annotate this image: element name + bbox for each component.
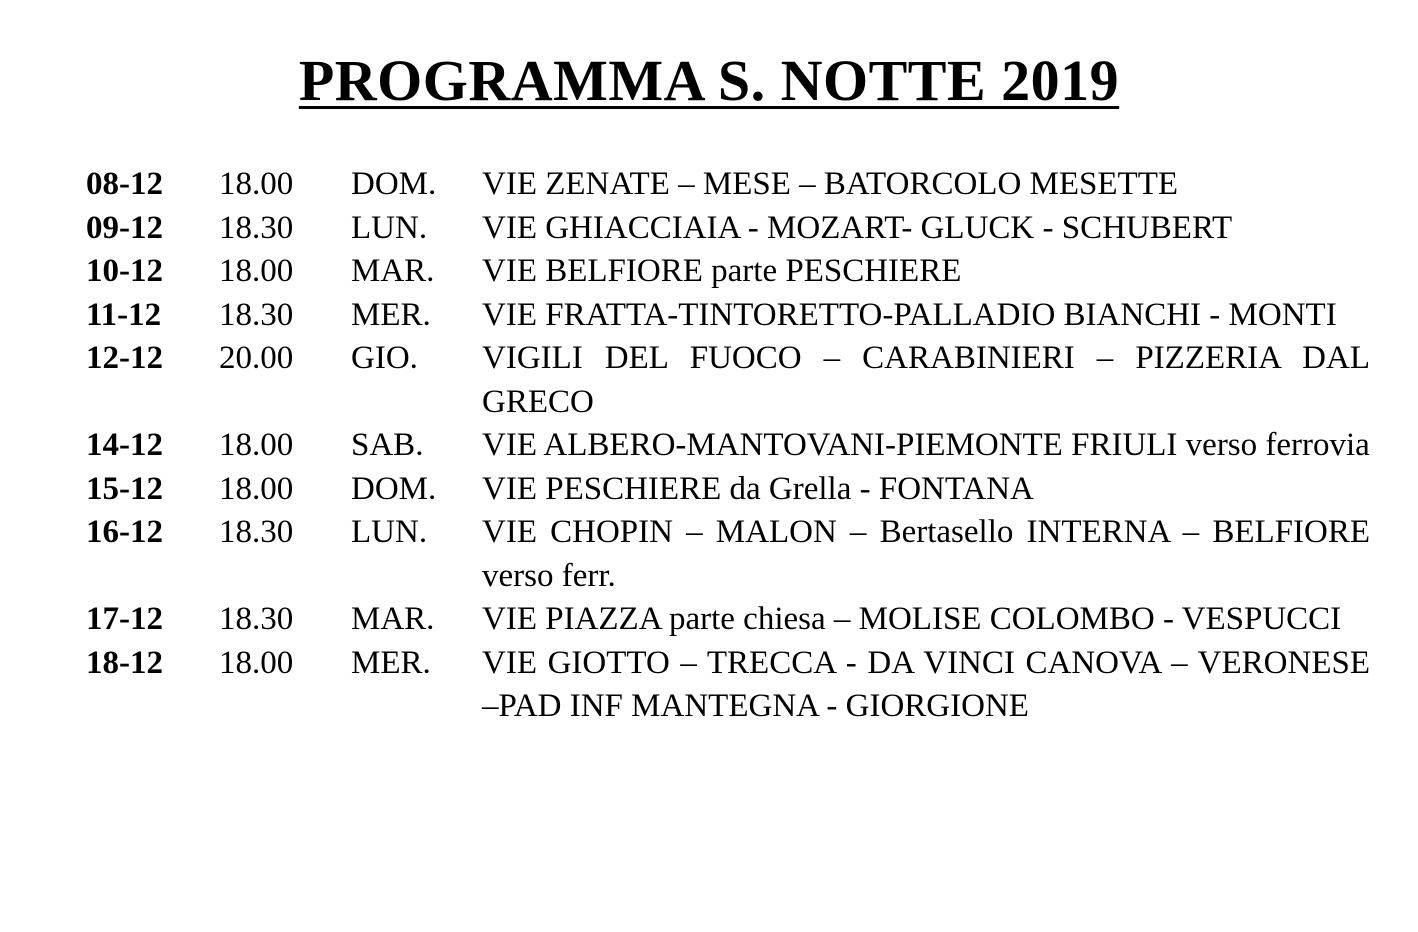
schedule-date: 08-12 [86,166,163,202]
schedule-day: DOM. [351,470,437,507]
schedule-streets: VIE ZENATE – MESE – BATORCOLO MESETTE [482,166,1179,202]
schedule-time: 18.30 [219,209,294,246]
schedule-row [86,294,1370,338]
schedule-day: MAR. [351,253,435,289]
schedule-day: GIO. [351,340,418,376]
schedule-day: LUN. [351,209,428,246]
schedule-row [86,424,1370,468]
schedule-day: MER. [351,296,431,333]
schedule-row [86,250,1370,294]
schedule-date: 18-12 [86,644,163,681]
schedule-date: 12-12 [86,340,163,376]
schedule-date: 09-12 [86,209,163,246]
schedule-date: 14-12 [86,427,163,463]
page-title-text: PROGRAMMA S. NOTTE 2019 [298,48,1120,113]
schedule-row [86,598,1370,642]
page-title [0,46,1418,116]
schedule-time: 18.30 [219,514,294,550]
schedule-day: DOM. [351,166,437,202]
schedule-streets: VIE FRATTA-TINTORETTO-PALLADIO BIANCHI - MONTI [482,296,1337,333]
schedule-time: 20.00 [219,340,294,376]
schedule-day: LUN. [351,514,428,550]
schedule-date: 10-12 [86,253,163,289]
schedule-streets: VIE GHIACCIAIA - MOZART- GLUCK - SCHUBERT [482,209,1233,246]
schedule-date: 17-12 [86,601,163,637]
schedule-day: SAB. [351,427,424,463]
schedule-time: 18.00 [219,644,294,681]
schedule-row [86,163,1370,207]
schedule-time: 18.30 [219,296,294,333]
schedule-streets: VIE PESCHIERE da Grella - FONTANA [482,470,1034,507]
schedule-row [86,468,1370,512]
schedule-row [86,207,1370,251]
schedule-streets: VIE CHOPIN – MALON – Bertasello INTERNA – BELFIORE verso ferr. [482,514,1370,594]
schedule-time: 18.00 [219,166,294,202]
schedule-time: 18.00 [219,470,294,507]
schedule-time: 18.00 [219,253,294,289]
schedule-table [86,163,1370,729]
schedule-date: 15-12 [86,470,163,507]
schedule-day: MER. [351,644,431,681]
schedule-streets: VIGILI DEL FUOCO – CARABINIERI – PIZZERIA DAL GRECO [482,340,1370,420]
schedule-time: 18.30 [219,601,294,637]
schedule-date: 16-12 [86,514,163,550]
schedule-row [86,642,1370,729]
schedule-streets: VIE ALBERO-MANTOVANI-PIEMONTE FRIULI verso ferrovia [482,427,1370,463]
schedule-time: 18.00 [219,427,294,463]
schedule-streets: VIE BELFIORE parte PESCHIERE [482,253,962,289]
schedule-day: MAR. [351,601,435,637]
schedule-date: 11-12 [86,296,162,333]
schedule-streets: VIE PIAZZA parte chiesa – MOLISE COLOMBO - VESPUCCI [482,601,1342,637]
schedule-streets: VIE GIOTTO – TRECCA - DA VINCI CANOVA – VERONESE –PAD INF MANTEGNA - GIORGIONE [482,644,1370,724]
schedule-row [86,511,1370,598]
schedule-row [86,337,1370,424]
